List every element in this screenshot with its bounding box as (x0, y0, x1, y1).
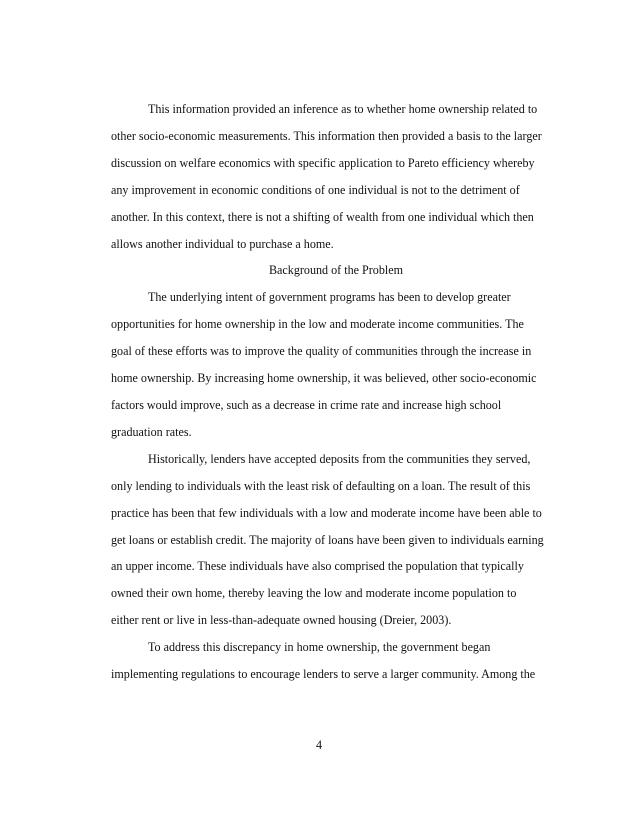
section-heading: Background of the Problem (268, 263, 403, 278)
text-line: This information provided an inference as to whether home ownership related to (148, 102, 538, 116)
text-line: any improvement in economic conditions of one individual is not to the detriment of (111, 182, 520, 197)
text-line: implementing regulations to encourage lenders to serve a larger community. Among the (111, 667, 536, 682)
text-line: owned their own home, thereby leaving the low and moderate income population to (111, 586, 517, 601)
text-line: goal of these efforts was to improve the quality of communities through the increase in (111, 344, 532, 359)
text-line: graduation rates. (111, 424, 192, 439)
text-line: factors would improve, such as a decrease in crime rate and increase high school (111, 397, 502, 412)
text-line: The underlying intent of government programs has been to develop greater (148, 290, 511, 305)
page-number: 4 (315, 738, 323, 752)
text-line: practice has been that few individuals with a low and moderate income have been able to (111, 505, 542, 520)
text-line: either rent or live in less-than-adequate owned housing (Dreier, 2003). (111, 613, 452, 628)
text-line: allows another individual to purchase a home. (111, 236, 334, 251)
text-line: discussion on welfare economics with specific application to Pareto efficiency whereby (111, 155, 535, 170)
text-line: To address this discrepancy in home ownership, the government began (148, 640, 491, 655)
text-line: Historically, lenders have accepted deposits from the communities they served, (148, 451, 531, 466)
text-line: other socio-economic measurements. This information then provided a basis to the larger (111, 128, 542, 143)
text-line: an upper income. These individuals have also comprised the population that typically (111, 559, 524, 574)
text-line: get loans or establish credit. The majority of loans have been given to individuals earning (111, 532, 544, 547)
body-text (111, 96, 561, 688)
text-line: opportunities for home ownership in the low and moderate income communities. The (111, 317, 524, 332)
text-line: another. In this context, there is not a shifting of wealth from one individual which then (111, 209, 534, 224)
text-line: only lending to individuals with the least risk of defaulting on a loan. The result of this (111, 478, 531, 493)
text-line: home ownership. By increasing home ownership, it was believed, other socio-economic (111, 371, 537, 386)
